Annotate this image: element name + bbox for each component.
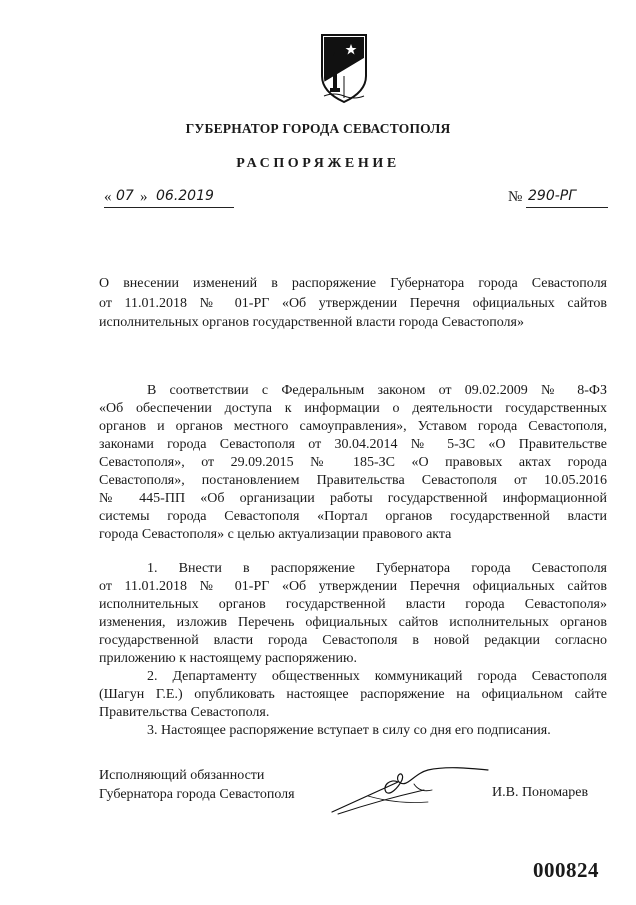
subject-line: исполнительных органов государственной власти города Севастополя» <box>99 315 524 330</box>
preamble-line: системы города Севастополя «Портал органов государственной власти <box>99 509 607 524</box>
signer-position <box>99 766 295 804</box>
date-underline <box>104 207 234 208</box>
preamble-paragraph <box>99 382 607 544</box>
number-value: 290-РГ <box>528 188 577 204</box>
preamble-line: города Севастополя» с целью актуализации правового акта <box>99 527 452 542</box>
signer-position-line: Исполняющий обязанности <box>99 768 265 783</box>
preamble-line: Севастополя», постановлением Правительства Севастополя от 10.05.2016 <box>99 473 607 488</box>
preamble-line: законами города Севастополя от 30.04.2014 № 5-ЗС «О Правительстве <box>99 437 607 452</box>
number-underline <box>526 207 608 208</box>
item-2-line: 2. Департаменту общественных коммуникаций города Севастополя <box>147 669 607 684</box>
item-2-line: (Шагун Г.Е.) опубликовать настоящее распоряжение на официальном сайте <box>99 687 607 702</box>
document-subject <box>99 274 607 333</box>
item-1-line: приложению к настоящему распоряжению. <box>99 651 357 666</box>
signer-name: И.В. Пономарев <box>492 785 589 800</box>
subject-line: от 11.01.2018 № 01-РГ «Об утверждении Перечня официальных сайтов <box>99 295 607 311</box>
item-1-line: 1. Внести в распоряжение Губернатора города Севастополя <box>147 561 607 576</box>
preamble-line: № 445-ПП «Об организации работы государственной информационной <box>99 491 607 506</box>
sevastopol-coat-of-arms-emblem <box>318 32 370 104</box>
item-1-line: изменения, изложив Перечень официальных сайтов исполнительных органов <box>99 615 607 630</box>
preamble-line: органов и органов местного самоуправления», Уставом города Севастополя, <box>99 419 607 434</box>
issuer-title: ГУБЕРНАТОР ГОРОДА СЕВАСТОПОЛЯ <box>185 121 451 136</box>
preamble-line: «Об обеспечении доступа к информации о деятельности государственных <box>99 401 607 416</box>
item-3-paragraph <box>99 722 607 740</box>
document-date <box>104 188 234 208</box>
item-2-line: Правительства Севастополя. <box>99 705 270 720</box>
date-close-quote: » <box>140 189 148 205</box>
preamble-line: Севастополя», от 29.09.2015 № 185-ЗС «О правовых актах города <box>99 455 607 470</box>
serial-number: 000824 <box>533 858 599 882</box>
subject-line: О внесении изменений в распоряжение Губернатора города Севастополя <box>99 276 607 291</box>
item-2-paragraph <box>99 668 607 722</box>
date-day: 07 <box>116 188 134 204</box>
document-type-title: РАСПОРЯЖЕНИЕ <box>236 156 400 171</box>
item-1-line: исполнительных органов государственной власти города Севастополя» <box>99 597 607 612</box>
signer-position-line: Губернатора города Севастополя <box>99 787 295 802</box>
date-open-quote: « <box>104 189 112 205</box>
item-1-paragraph <box>99 560 607 668</box>
preamble-line: В соответствии с Федеральным законом от 09.02.2009 № 8-ФЗ <box>147 383 607 398</box>
number-sign: № <box>508 189 523 205</box>
document-body <box>99 382 607 740</box>
document-number <box>508 188 608 208</box>
item-3-line: 3. Настоящее распоряжение вступает в силу со дня его подписания. <box>147 723 551 738</box>
item-1-line: государственной власти города Севастополя в новой редакции согласно <box>99 633 607 648</box>
handwritten-signature <box>328 760 496 822</box>
item-1-line: от 11.01.2018 № 01-РГ «Об утверждении Перечня официальных сайтов <box>99 579 607 594</box>
date-month-year: 06.2019 <box>156 188 214 204</box>
